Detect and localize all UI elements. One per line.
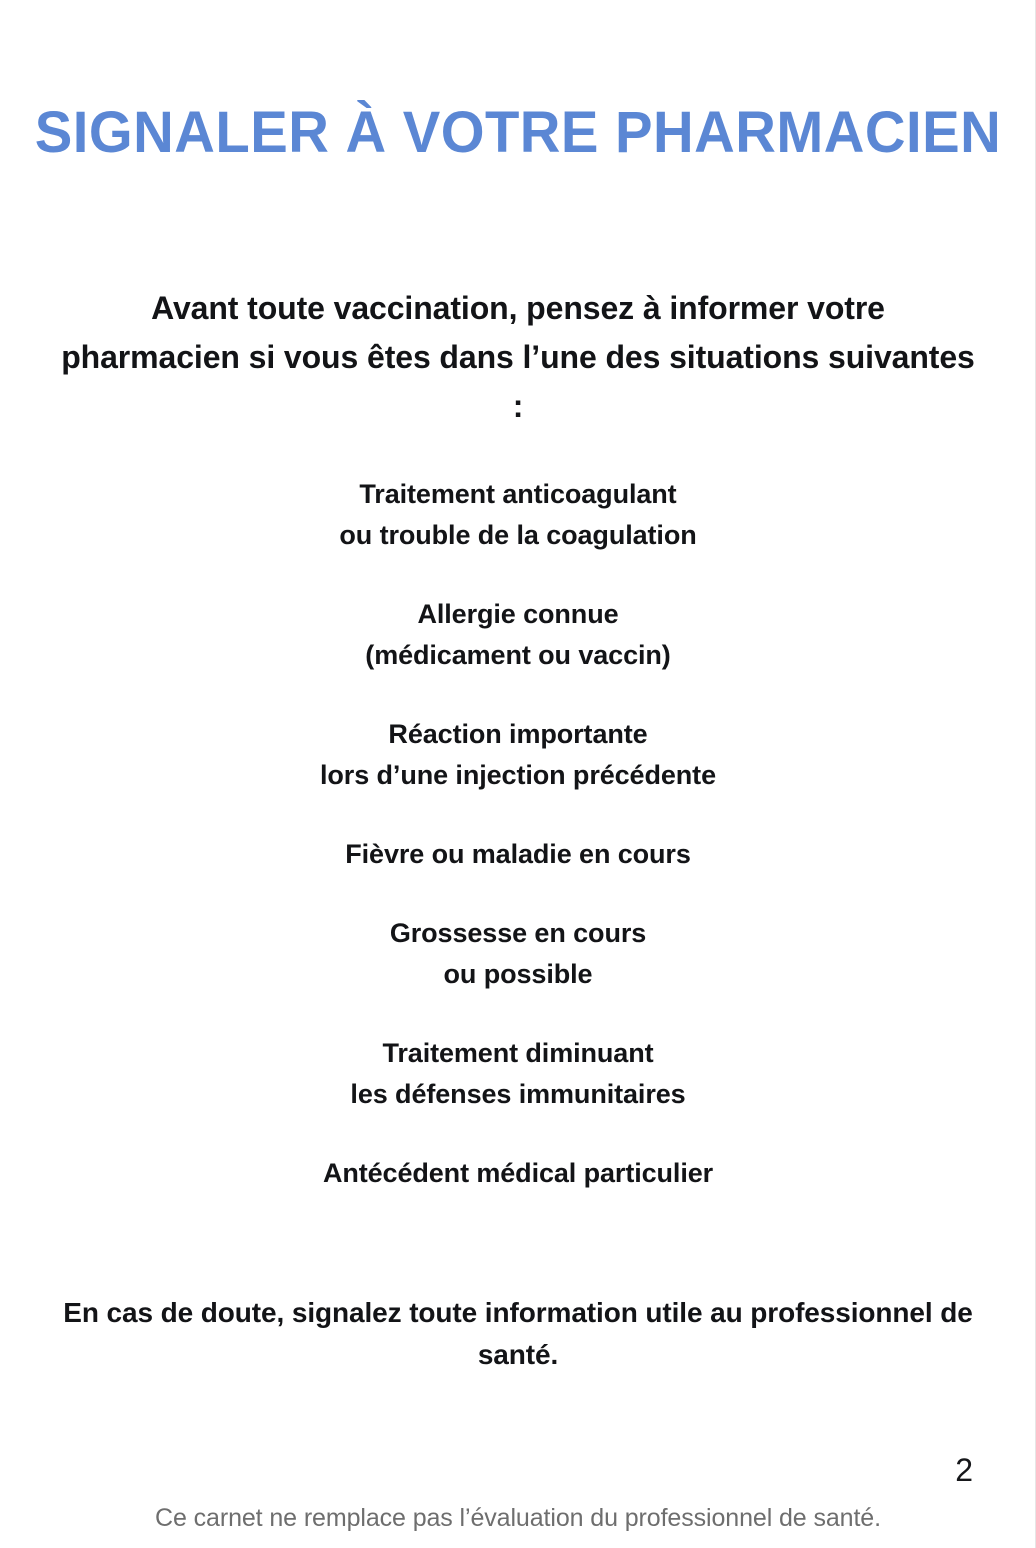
situation-item	[60, 714, 976, 796]
intro-line-3: suivantes :	[512, 339, 975, 424]
intro-line-1: Avant toute vaccination, pensez à informer votre	[151, 290, 885, 326]
situation-line: Antécédent médical particulier	[322, 1158, 714, 1188]
closing-note	[60, 1292, 976, 1376]
situations-list	[60, 474, 976, 1194]
situation-line: ou trouble de la coagulation	[339, 520, 697, 550]
situation-line: Fièvre ou maladie en cours	[345, 839, 691, 869]
intro-line-2: pharmacien si vous êtes dans l’une des situations	[61, 339, 820, 375]
closing-line-1: En cas de doute, signalez toute information utile au	[63, 1297, 743, 1328]
situation-line: Traitement diminuant	[382, 1038, 654, 1068]
closing-line-2: professionnel de santé.	[477, 1297, 973, 1370]
situation-line: les défenses immunitaires	[350, 1079, 686, 1109]
situation-line: lors d’une injection précédente	[320, 760, 716, 790]
situation-item	[60, 1033, 976, 1115]
situation-line: Traitement anticoagulant	[359, 479, 677, 509]
situation-line: ou possible	[443, 959, 593, 989]
page-number: 2	[955, 1452, 973, 1488]
situation-line: Grossesse en cours	[389, 918, 647, 948]
situation-line: Réaction importante	[388, 719, 648, 749]
situation-item	[60, 474, 976, 556]
situation-line: Allergie connue	[417, 599, 619, 629]
intro-paragraph	[60, 284, 976, 431]
footer-disclaimer: Ce carnet ne remplace pas l’évaluation du professionnel de santé.	[155, 1504, 881, 1532]
situation-item	[60, 594, 976, 676]
page-title: SIGNALER À VOTRE PHARMACIEN	[34, 99, 1002, 165]
situation-item	[60, 1153, 976, 1194]
situation-item	[60, 834, 976, 875]
situation-line: (médicament ou vaccin)	[365, 640, 671, 670]
situation-item	[60, 913, 976, 995]
